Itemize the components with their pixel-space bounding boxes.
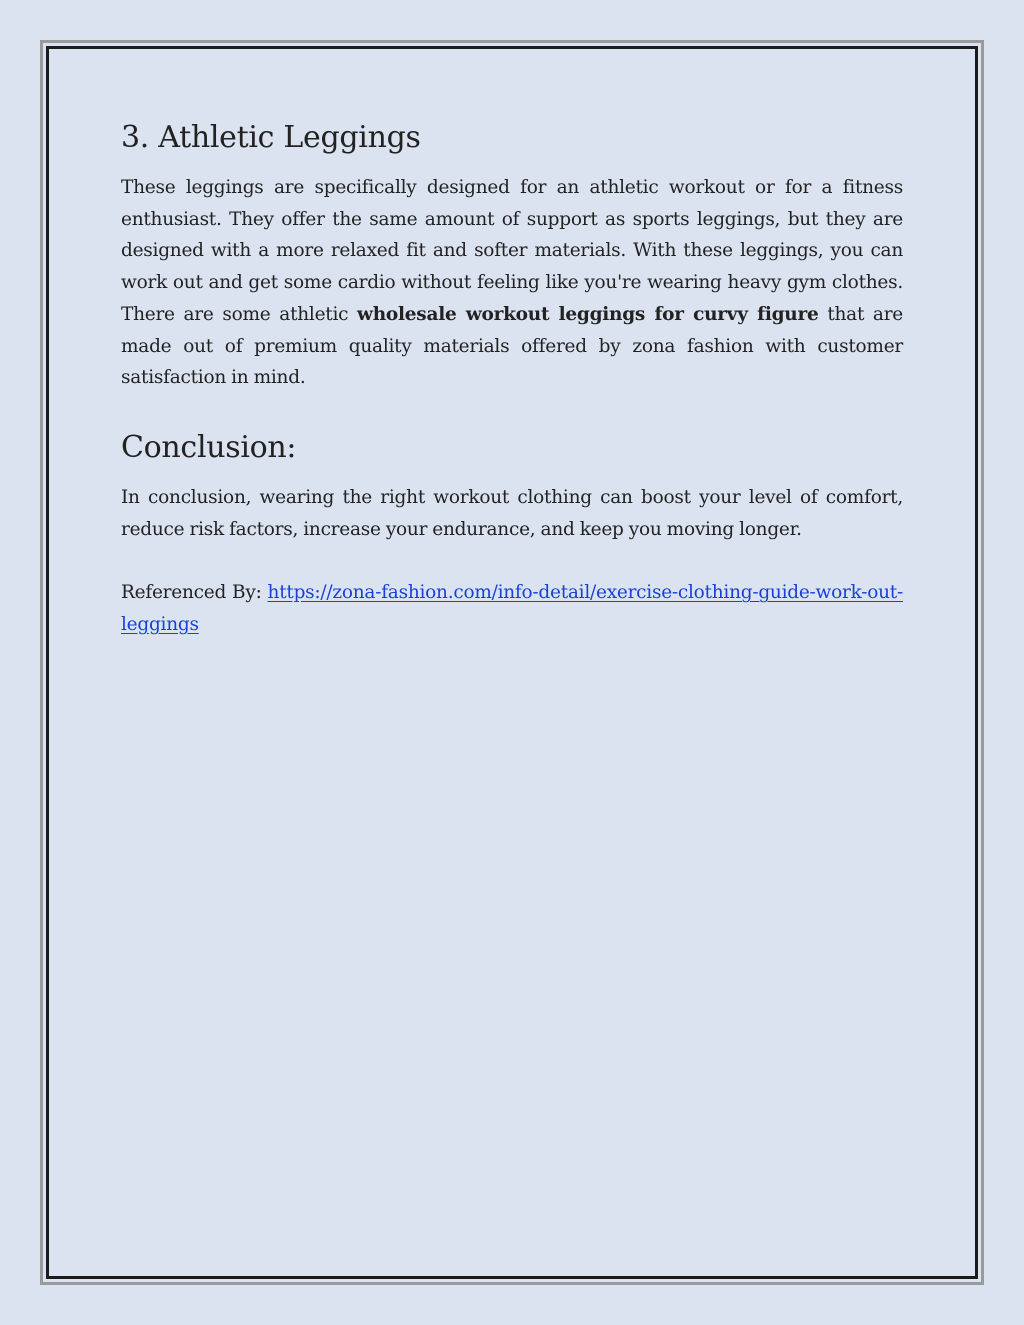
section-paragraph bbox=[121, 172, 903, 394]
section-athletic-leggings bbox=[121, 118, 903, 394]
section-heading: 3. Athletic Leggings bbox=[121, 120, 421, 155]
reference-line bbox=[121, 577, 903, 640]
document-content bbox=[121, 118, 903, 641]
paragraph-text: These leggings are specifically designed for an athletic workout or for a fitness enthusiast. They offer the same amount of support as sports leggings, but they are designed with a more relaxed fit and softer materials. With these leggings, you can work out and get some cardio without feeling like you're wearing heavy gym clothes. There are some athletic bbox=[121, 177, 903, 325]
paragraph-text: that are made out of premium quality materials offered by zona fashion with customer satisfaction in mind. bbox=[121, 303, 903, 389]
section-heading: Conclusion: bbox=[121, 429, 297, 465]
reference-label: Referenced By: bbox=[121, 582, 268, 604]
section-conclusion bbox=[121, 428, 903, 545]
reference-link[interactable]: https://zona-fashion.com/info-detail/exercise-clothing-guide-work-out-leggings bbox=[121, 582, 903, 636]
section-paragraph: In conclusion, wearing the right workout clothing can boost your level of comfort, reduce risk factors, increase your endurance, and keep you moving longer. bbox=[121, 486, 903, 540]
bold-keyword: wholesale workout leggings for curvy figure bbox=[357, 303, 819, 325]
